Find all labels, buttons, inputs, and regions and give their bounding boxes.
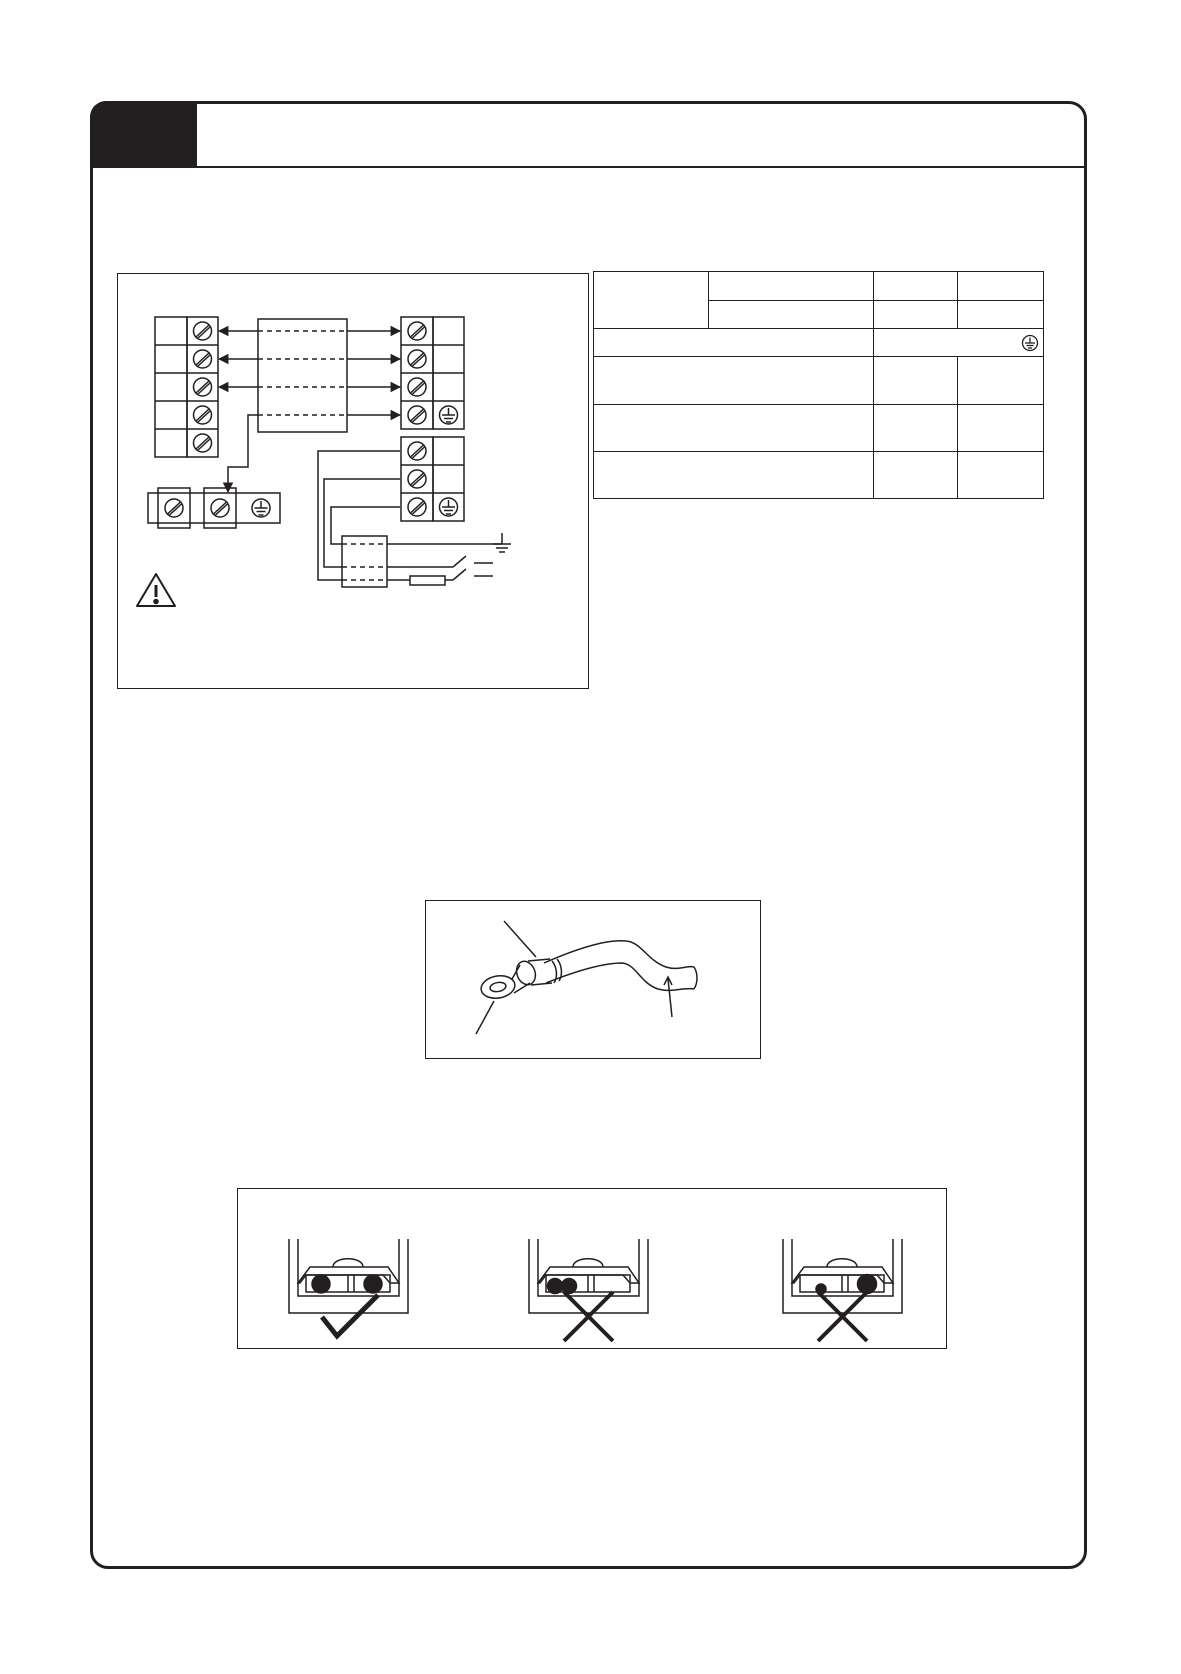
ring-terminal-figure xyxy=(425,900,761,1059)
section-tab xyxy=(90,101,197,168)
table-cell xyxy=(873,301,957,329)
cross-icon xyxy=(818,1292,867,1341)
leader-line xyxy=(504,921,536,957)
wiring-diagram xyxy=(118,274,590,690)
wiring-diagram-panel xyxy=(117,273,589,689)
ring-terminal-hole xyxy=(489,981,506,993)
terminal-screw-icon xyxy=(165,499,183,517)
table-row xyxy=(594,272,1044,301)
table-row xyxy=(594,404,1044,451)
table-row xyxy=(594,357,1044,404)
warning-triangle-icon xyxy=(137,574,175,606)
table-row xyxy=(594,451,1044,498)
terminal-barrel xyxy=(513,959,538,988)
cable-upper-edge xyxy=(544,941,694,969)
terminal-screw-icon xyxy=(408,406,426,424)
table-cell xyxy=(594,329,874,357)
terminal-screw-icon xyxy=(408,498,426,516)
table-cell xyxy=(594,272,709,329)
earth-terminal-strip xyxy=(148,488,280,528)
terminal-screw-icon xyxy=(408,442,426,460)
cable-end xyxy=(694,967,697,989)
ground-icon xyxy=(252,499,270,517)
outdoor-terminal-block xyxy=(401,317,464,429)
table-cell xyxy=(709,272,873,301)
incorrect-connection-example xyxy=(529,1239,648,1341)
cross-icon xyxy=(564,1292,613,1341)
table-cell xyxy=(594,404,874,451)
terminal-screw-icon xyxy=(408,378,426,396)
section-title-rule xyxy=(197,166,1087,168)
terminal-screw-icon xyxy=(408,350,426,368)
terminal-connection-examples xyxy=(238,1189,948,1350)
terminal-screw-icon xyxy=(194,378,212,396)
table-cell xyxy=(873,272,957,301)
ring-terminal-illustration xyxy=(426,901,762,1060)
table-cell xyxy=(957,404,1043,451)
check-icon xyxy=(322,1295,378,1336)
table-cell xyxy=(957,272,1043,301)
table-cell xyxy=(873,329,1043,357)
cable-lower-edge xyxy=(546,963,694,990)
table-cell xyxy=(873,357,957,404)
table-cell xyxy=(957,357,1043,404)
ground-icon xyxy=(1021,334,1039,352)
switch-blade xyxy=(453,556,466,567)
terminal-connection-panel xyxy=(237,1188,947,1349)
terminal-screw-icon xyxy=(408,322,426,340)
incorrect-connection-example xyxy=(783,1239,902,1341)
terminal-screw-icon xyxy=(194,350,212,368)
table-cell xyxy=(957,451,1043,498)
ring-terminal-icon xyxy=(479,973,516,1001)
terminal-screw-icon xyxy=(211,499,229,517)
ground-icon xyxy=(440,406,458,424)
wiring-spec-table xyxy=(593,271,1044,499)
table-cell xyxy=(594,357,874,404)
table-cell xyxy=(873,404,957,451)
ground-icon xyxy=(440,498,458,516)
terminal-screw-icon xyxy=(194,322,212,340)
terminal-screw-icon xyxy=(194,406,212,424)
table-cell xyxy=(957,301,1043,329)
power-terminal-block xyxy=(401,437,464,521)
table-cell xyxy=(594,451,874,498)
correct-connection-example xyxy=(289,1239,408,1336)
ground-icon xyxy=(493,533,511,552)
power-supply-wiring xyxy=(318,451,511,587)
terminal-screw-icon xyxy=(194,434,212,452)
indoor-terminal-block xyxy=(155,317,218,457)
fuse-icon xyxy=(410,576,445,585)
terminal-screw-icon xyxy=(408,470,426,488)
table-cell xyxy=(873,451,957,498)
table-row xyxy=(594,329,1044,357)
leader-line xyxy=(476,1001,494,1034)
cable-conductors xyxy=(258,331,347,415)
table-cell xyxy=(709,301,873,329)
